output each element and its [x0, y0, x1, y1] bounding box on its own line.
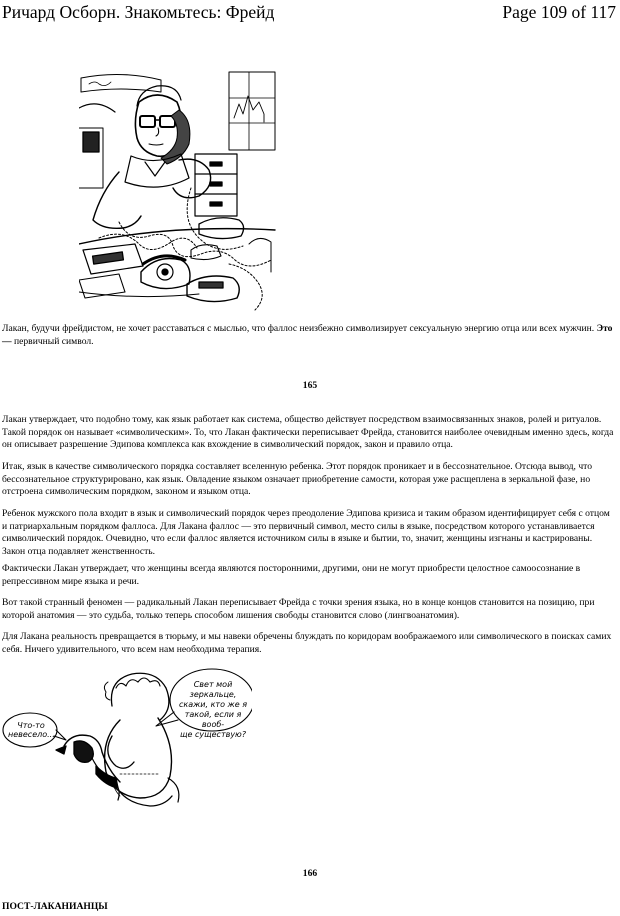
caption-text: Лакан, будучи фрейдистом, не хочет расставаться с мыслью, что фаллос неизбежно символизирует сексуальную энергию отца или всех мужчин. [2, 323, 597, 334]
paragraph: Лакан утверждает, что подобно тому, как язык работает как система, общество действует посредством взаимосвязанных знаков, ролей и ритуалов. Такой порядок он называет «символическим». То, что Лакан фактически переписывает Фрейда, становится наиболее очевидным именно здесь, когда он описывает разрешение Эдипова комплекса как вхождение в символический порядок, закон и правило отца. [2, 414, 614, 450]
caption-text-end: первичный символ. [11, 335, 94, 347]
bubble-line: ще существую? [179, 730, 247, 739]
paragraph: Фактически Лакан утверждает, что женщины всегда являются посторонними, другими, они не могут приобрести целостное самоосознание в репрессивном мире языка и речи. [2, 563, 581, 587]
speech-bubble-left [8, 721, 54, 739]
paragraph: Итак, язык в качестве символического порядка составляет вселенную ребенка. Этот порядок проникает и в бессознательное. Отсюда вывод, что бессознательное структурировано, как язык. Овладение языком означает приобретение самости, которая уже расщеплена в зеркальной фазе, но отстроена символическим порядком, законом и языком отца. [2, 461, 593, 497]
bubble-line: Свет мой зеркальце, [189, 680, 237, 699]
document-title: Ричард Осборн. Знакомьтесь: Фрейд [2, 2, 275, 22]
speech-bubble-right [174, 680, 252, 740]
page-number: 165 [302, 380, 318, 391]
bubble-line: такой, если я вооб- [184, 710, 242, 729]
paragraph: Ребенок мужского пола входит в язык и символический порядок через преодоление Эдипова кризиса и таким образом идентифицирует себя с отцом и патриархальным порядком фаллоса. Для Лакана фаллос — это первичный символ, место силы в языке, посредством которого устанавливается символический порядок. Очевидно, что если фаллос является источником силы в языке и бытии, то, значит, женщины изгнаны и кастрированы. Закон отца подавляет женственность. [2, 508, 610, 557]
cartoon-man-on-telephone-icon [79, 68, 277, 316]
page-number: 166 [302, 868, 318, 879]
paragraph: Вот такой странный феномен — радикальный Лакан переписывает Фрейда с точки зрения языка, но в конце концов становится на позицию, при которой анатомия — это судьба, только теперь способом лишения свободы становится слово (лингвоанатомия). [2, 597, 595, 621]
page-indicator: Page 109 of 117 [502, 2, 616, 22]
paragraph: Для Лакана реальность превращается в тюрьму, и мы навеки обречены блуждать по коридорам воображаемого или символического в поисках самих себя. Ничего удивительного, что всем нам необходима терапия. [2, 631, 612, 655]
bubble-line: Что-то [17, 721, 45, 730]
bubble-line: невесело... [8, 730, 55, 739]
caption [2, 323, 616, 348]
section-heading: ПОСТ-ЛАКАНИАНЦЫ [2, 901, 108, 912]
cartoon-child-with-mirror-icon [0, 666, 252, 811]
caption-bold-text: Это— [2, 323, 613, 347]
bubble-line: скажи, кто же я [178, 700, 248, 709]
